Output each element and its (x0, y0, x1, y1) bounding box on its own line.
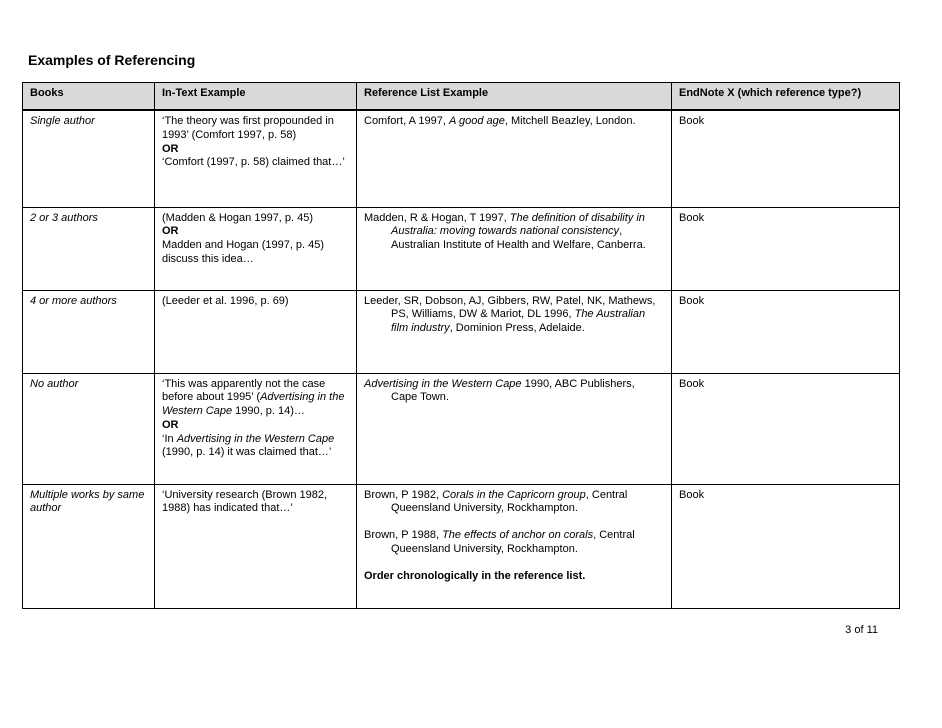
author-type: Single author (23, 110, 155, 207)
in-text-example (155, 373, 357, 484)
reference-entry: Brown, P 1988, The effects of anchor on corals, Central Queensland University, Rockhampton. (364, 529, 635, 555)
author-type: No author (23, 373, 155, 484)
endnote-type: Book (672, 373, 900, 484)
in-text-line: ‘In Advertising in the Western Cape (1990, p. 14) it was claimed that…’ (162, 432, 335, 459)
in-text-example (155, 290, 357, 373)
in-text-example (155, 484, 357, 608)
author-type: Multiple works by same author (23, 484, 155, 608)
ordering-note: Order chronologically in the reference list. (364, 569, 586, 582)
in-text-example (155, 207, 357, 290)
reference-list-example (357, 207, 672, 290)
in-text-line: ‘This was apparently not the case before about 1995’ (Advertising in the Western Cape 1990, p. 14)… (162, 377, 345, 418)
endnote-type: Book (672, 110, 900, 207)
header-in-text: In-Text Example (155, 83, 357, 111)
reference-entry: Brown, P 1982, Corals in the Capricorn group, Central Queensland University, Rockhampton. (364, 488, 628, 515)
table-row (23, 484, 900, 608)
in-text-line: ‘The theory was first propounded in 1993’ (Comfort 1997, p. 58) (162, 115, 334, 141)
table-row (23, 110, 900, 207)
page-number: 3 of 11 (845, 624, 878, 636)
reference-list-example (357, 484, 672, 608)
in-text-line: (Madden & Hogan 1997, p. 45) (162, 211, 314, 224)
reference-list-example (357, 290, 672, 373)
reference-entry: Comfort, A 1997, A good age, Mitchell Beazley, London. (364, 115, 636, 127)
endnote-type: Book (672, 207, 900, 290)
reference-entry: Leeder, SR, Dobson, AJ, Gibbers, RW, Patel, NK, Mathews, PS, Williams, DW & Mariot, DL 1996, The Australian film industry, Dominion Press, Adelaide. (364, 294, 656, 335)
endnote-type: Book (672, 484, 900, 608)
in-text-line: ‘Comfort (1997, p. 58) claimed that…’ (162, 156, 345, 169)
or-label: OR (162, 225, 179, 238)
in-text-line: Madden and Hogan (1997, p. 45) discuss this idea… (162, 239, 325, 265)
in-text-line: ‘University research (Brown 1982, 1988) has indicated that…’ (162, 488, 328, 515)
table-header-row (23, 83, 900, 111)
in-text-example (155, 110, 357, 207)
or-label: OR (162, 142, 179, 155)
table-row (23, 373, 900, 484)
table-row (23, 290, 900, 373)
referencing-table (22, 82, 900, 609)
page-title: Examples of Referencing (28, 52, 196, 68)
or-label: OR (162, 418, 179, 431)
table-row (23, 207, 900, 290)
reference-list-example (357, 373, 672, 484)
header-reference-list: Reference List Example (357, 83, 672, 111)
reference-entry: Madden, R & Hogan, T 1997, The definition of disability in Australia: moving towards national consistency, Australian Institute of Health and Welfare, Canberra. (364, 211, 646, 252)
author-type: 4 or more authors (23, 290, 155, 373)
reference-list-example (357, 110, 672, 207)
in-text-line: (Leeder et al. 1996, p. 69) (162, 294, 289, 307)
header-endnote: EndNote X (which reference type?) (672, 83, 900, 111)
reference-entry: Advertising in the Western Cape 1990, ABC Publishers, Cape Town. (364, 377, 635, 404)
author-type: 2 or 3 authors (23, 207, 155, 290)
header-books: Books (23, 83, 155, 111)
endnote-type: Book (672, 290, 900, 373)
